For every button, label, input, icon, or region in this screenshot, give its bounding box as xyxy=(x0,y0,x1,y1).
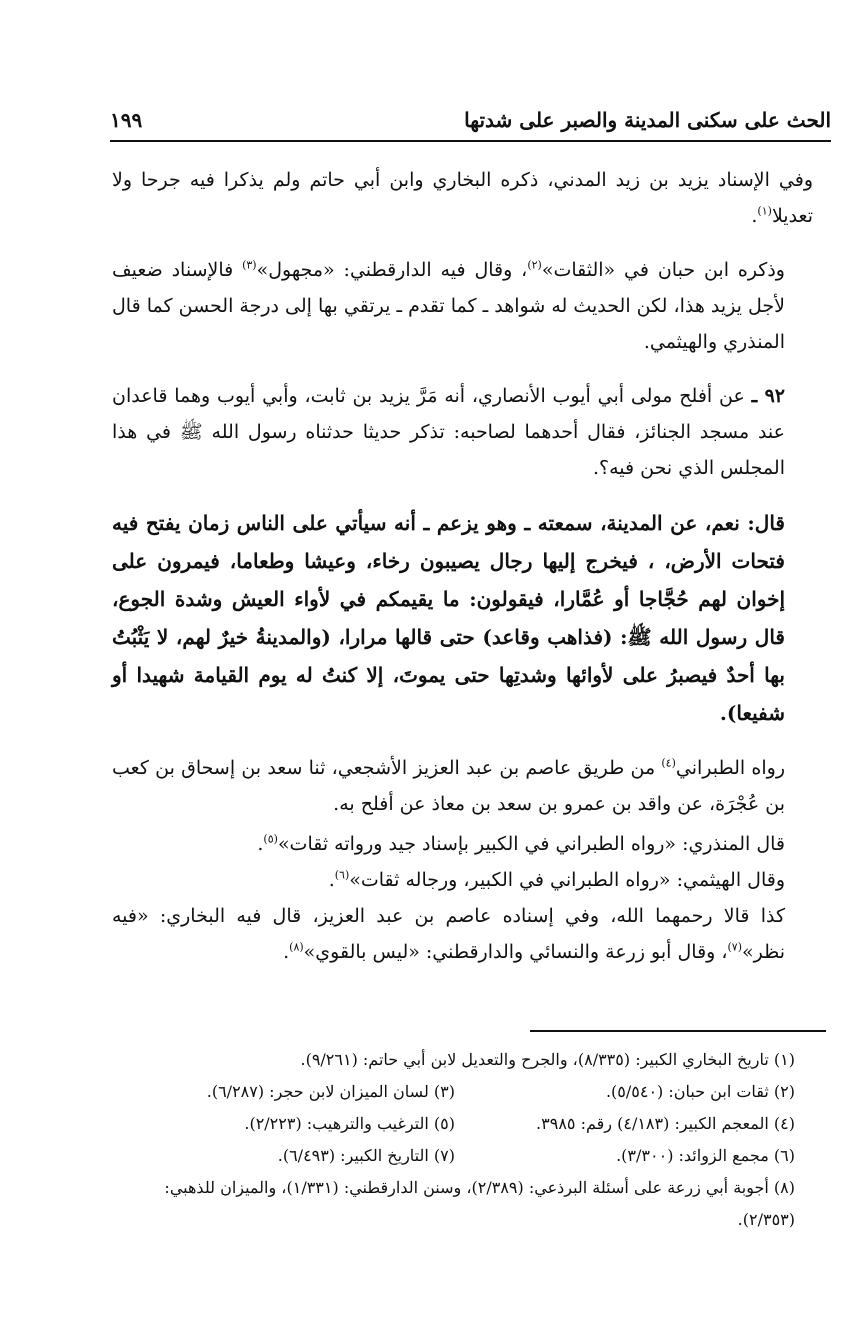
text: ، وقال أبو زرعة والنسائي والدارقطني: «ليس بالقوي» xyxy=(303,941,728,963)
footnote-5: (٥) الترغيب والترهيب: (٢/٢٢٣). xyxy=(244,1114,455,1133)
footnote-1: (١) تاريخ البخاري الكبير: (٨/٣٣٥)، والجرح والتعديل لابن أبي حاتم: (٩/٢٦١). xyxy=(300,1050,795,1069)
text: قال المنذري: «رواه الطبراني في الكبير بإسناد جيد ورواته ثقات» xyxy=(277,833,785,855)
footnote-4: (٤) المعجم الكبير: (٤/١٨٣) رقم: ٣٩٨٥. xyxy=(536,1114,795,1133)
text: . xyxy=(328,869,335,891)
text: رواه الطبراني xyxy=(675,757,785,779)
text: عن أفلح مولى أبي أيوب الأنصاري، أنه مَرَّ يزيد بن ثابت، وأبي أيوب وهما قاعدان عند مسجد الجنائز، فقال أحدهما لصاحبه: تذكر حديثا حدثناه رسول الله ﷺ في هذا المجلس الذي نحن فيه؟. xyxy=(112,385,785,479)
footnote-divider xyxy=(530,1030,826,1032)
paragraph-takhrij xyxy=(112,750,813,822)
text: . xyxy=(257,833,264,855)
footnote-8: (٨) أجوبة أبي زرعة على أسئلة البرذعي: (٢/٣٨٩)، وسنن الدارقطني: (١/٣٣١)، والميزان للذهبي: (٢/٣٥٣). xyxy=(164,1178,795,1229)
text: . xyxy=(283,941,290,963)
footnote-7: (٧) التاريخ الكبير: (٦/٤٩٣). xyxy=(277,1146,455,1165)
footnote-ref: (١) xyxy=(757,204,772,218)
footnote-ref: (٧) xyxy=(727,940,743,954)
text: كذا قالا رحمهما الله، وفي إسناده عاصم بن عبد العزيز، قال فيه البخاري: «فيه نظر» xyxy=(112,905,785,963)
paragraph-mundhiri xyxy=(112,826,813,862)
footnote-ref: (٦) xyxy=(334,868,350,882)
paragraph-asim xyxy=(112,898,813,970)
footnote-row xyxy=(112,1140,795,1172)
footnote-ref: (٨) xyxy=(289,940,304,954)
text: فالإسناد ضعيف لأجل يزيد هذا، لكن الحديث له شواهد ـ كما تقدم ـ يرتقي بها إلى درجة الحسن كما قال المنذري والهيثمي. xyxy=(112,259,785,353)
hadith-matn xyxy=(112,504,813,732)
paragraph-1 xyxy=(112,162,813,234)
text: من طريق عاصم بن عبد العزيز الأشجعي، ثنا سعد بن إسحاق بن كعب بن عُجْرَة، عن واقد بن عمرو بن سعد بن معاذ عن أفلح به. xyxy=(112,757,785,815)
footnote-ref: (٣) xyxy=(242,258,257,272)
footnote-3: (٣) لسان الميزان لابن حجر: (٦/٢٨٧). xyxy=(206,1082,455,1101)
footnote-2: (٢) ثقات ابن حبان: (٥/٥٤٠). xyxy=(605,1082,795,1101)
hadith-92 xyxy=(112,378,813,486)
footnote-6: (٦) مجمع الزوائد: (٣/٣٠٠). xyxy=(616,1146,795,1165)
chapter-title: الحث على سكنى المدينة والصبر على شدتها xyxy=(464,108,831,132)
footnote-ref: (٢) xyxy=(527,258,542,272)
footnote-ref: (٥) xyxy=(263,832,278,846)
page-number: ١٩٩ xyxy=(110,108,143,132)
paragraph-2 xyxy=(112,252,813,360)
text: وقال الهيثمي: «رواه الطبراني في الكبير، ورجاله ثقات» xyxy=(349,869,785,891)
text: قال: نعم، عن المدينة، سمعته ـ وهو يزعم ـ أنه سيأتي على الناس زمان يفتح فيه فتحات الأرض، ، فيخرج إليها رجال يصيبون رخاء، وعيشا وطعاما، فيمرون على إخوان لهم حُجَّاجا أو عُمَّارا، فيقولون: ما يقيمكم في لأواء العيش وشدة الجوع، قال رسول الله ﷺ: (فذاهب وقاعد) حتى قالها مرارا، (والمدينةُ خيرٌ لهم، لا يَثْبُتُ بها أحدٌ فيصبرُ على لأوائها وشدتِها حتى يموتَ، إلا كنتُ له يوم القيامة شهيدا أو شفيعا). xyxy=(112,511,785,725)
footnote-row xyxy=(112,1108,795,1140)
text: . xyxy=(751,205,758,227)
text: وذكره ابن حبان في «الثقات» xyxy=(541,259,785,281)
footnote-row xyxy=(112,1076,795,1108)
text: ، وقال فيه الدارقطني: «مجهول» xyxy=(256,259,528,281)
running-header xyxy=(110,92,831,142)
hadith-number: ٩٢ ـ xyxy=(751,385,786,407)
footnotes xyxy=(112,1044,795,1236)
paragraph-haythami xyxy=(112,862,813,898)
text: وفي الإسناد يزيد بن زيد المدني، ذكره البخاري وابن أبي حاتم ولم يذكرا فيه جرحا ولا تعديلا xyxy=(112,169,813,227)
main-text xyxy=(112,162,813,970)
footnote-ref: (٤) xyxy=(661,756,676,770)
